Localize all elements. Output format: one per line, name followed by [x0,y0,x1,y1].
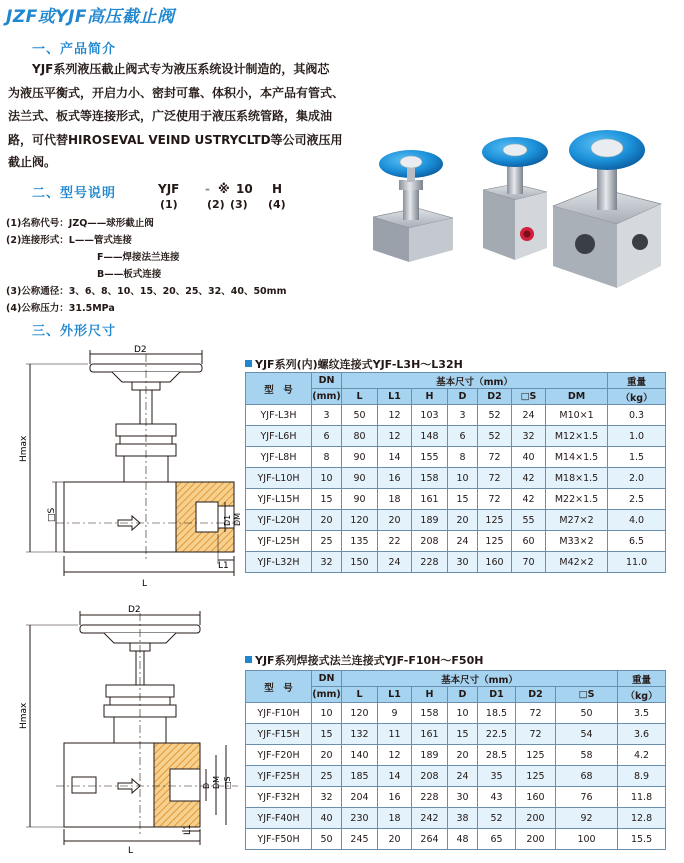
table-cell: 30 [448,552,478,573]
table-cell: 15 [448,724,478,745]
table-cell: 72 [516,703,556,724]
model-desc-line: (1)名称代号：JZQ——球形截止阀 [6,218,154,229]
table-cell: 148 [412,426,448,447]
table-cell: 28.5 [478,745,516,766]
table-cell: 185 [342,766,378,787]
model-code-part: H [272,182,283,196]
col-header: D1 [478,687,516,703]
bullet-square-icon [245,360,252,367]
product-photo [355,122,677,292]
table-cell: 16 [378,468,412,489]
table-cell: 12 [378,745,412,766]
table-cell: 2.5 [608,489,666,510]
table-cell: 24 [378,552,412,573]
table-cell: 0.3 [608,405,666,426]
table-cell: 12 [378,405,412,426]
col-header-basic-dims: 基本尺寸（mm） [342,373,608,389]
model-desc-line: (3)公称通径：3、6、8、10、15、20、25、32、40、50mm [6,286,287,297]
spec-table-flange [245,670,666,850]
col-header: H [412,389,448,405]
table-cell: 68 [556,766,618,787]
dim-label-hmax: Hmax [19,435,29,462]
dim-label-l: L [142,579,148,589]
dim-label-l: L [128,846,134,856]
table-cell: 16 [378,787,412,808]
table-cell: 204 [342,787,378,808]
table-cell: 42 [512,489,546,510]
table-cell: 189 [412,745,448,766]
table-row [246,531,666,552]
table-cell: 20 [312,510,342,531]
table-cell: 120 [342,703,378,724]
table-cell: 160 [478,552,512,573]
table-cell: 135 [342,531,378,552]
dim-label-dm: DM [212,775,221,789]
table-cell: 200 [516,829,556,850]
table-cell: 11.8 [618,787,666,808]
col-header-model: 型 号 [246,671,312,703]
col-header-basic-dims: 基本尺寸（mm） [342,671,618,687]
table-cell: 72 [478,447,512,468]
table-cell: M18×1.5 [546,468,608,489]
table-cell: 158 [412,703,448,724]
dim-label-hmax: Hmax [19,702,29,729]
table-cell: 58 [556,745,618,766]
dimension-drawing-flange [20,605,240,855]
table-cell: 40 [312,808,342,829]
table-cell: 3 [312,405,342,426]
table-row [246,724,666,745]
valve-photo-small [373,150,453,262]
table-cell: M14×1.5 [546,447,608,468]
table-cell: 52 [478,426,512,447]
table-cell: 40 [512,447,546,468]
table-cell: M12×1.5 [546,426,608,447]
col-header-weight: 重量 [618,671,666,687]
table-row [246,703,666,724]
table-cell: 3.5 [618,703,666,724]
table-cell: 140 [342,745,378,766]
table-cell: 10 [312,703,342,724]
model-cell: YJF-L8H [246,447,312,468]
table2-title: YJF系列焊接式法兰连接式YJF-F10H～F50H [245,652,483,668]
table-cell: 120 [342,510,378,531]
table-cell: 76 [556,787,618,808]
table-cell: 12 [378,426,412,447]
table-cell: 43 [478,787,516,808]
dim-label-dm: DM [233,512,242,526]
table-cell: 6 [448,426,478,447]
dim-label-d1: D1 [223,514,232,526]
table-cell: 72 [478,489,512,510]
table-cell: M10×1 [546,405,608,426]
table-row [246,489,666,510]
dim-label-d2: D2 [128,605,141,615]
table1-title: YJF系列(内)螺纹连接式YJF-L3H～L32H [245,356,463,372]
model-cell: YJF-F25H [246,766,312,787]
table-cell: 80 [342,426,378,447]
table-cell: 18 [378,808,412,829]
table-cell: 228 [412,787,448,808]
table-row [246,766,666,787]
table-row [246,426,666,447]
table-cell: 54 [556,724,618,745]
model-cell: YJF-L10H [246,468,312,489]
table-cell: 22.5 [478,724,516,745]
table-cell: 18 [378,489,412,510]
valve-photo-large [553,130,661,288]
model-code-index: (1) [160,198,178,211]
table-cell: 125 [516,745,556,766]
table-cell: 1.5 [608,447,666,468]
model-desc-line: B——板式连接 [97,269,162,280]
table-cell: 158 [412,468,448,489]
col-header-dn-unit: (mm) [312,389,342,405]
table-cell: 20 [312,745,342,766]
model-code-part: YJF [158,182,180,196]
table-cell: 15 [312,489,342,510]
table-cell: 42 [512,468,546,489]
section-model-heading: 二、型号说明 [32,186,117,201]
table-cell: 90 [342,489,378,510]
table-cell: 6.5 [608,531,666,552]
table-cell: 50 [342,405,378,426]
section-dims-heading: 三、外形尺寸 [32,324,117,339]
table-cell: 48 [448,829,478,850]
dim-label-s: □S [47,507,57,522]
model-desc-line: (2)连接形式：L——管式连接 [6,235,132,246]
table-cell: 4.0 [608,510,666,531]
table-cell: 125 [516,766,556,787]
dim-label-s: □S [223,776,232,789]
table-cell: 14 [378,447,412,468]
table-cell: 35 [478,766,516,787]
intro-line: 路，可代替HIROSEVAL VEIND USTRYCLTD等公司液压用 [8,133,343,147]
table-cell: 8 [312,447,342,468]
table-cell: 55 [512,510,546,531]
table-cell: 189 [412,510,448,531]
model-cell: YJF-L20H [246,510,312,531]
table-row [246,510,666,531]
table-cell: 208 [412,766,448,787]
table-cell: 160 [516,787,556,808]
model-cell: YJF-F32H [246,787,312,808]
table-cell: 9 [378,703,412,724]
model-code-part: ※ [218,182,230,196]
col-header: H [412,687,448,703]
model-cell: YJF-L32H [246,552,312,573]
col-header: □S [556,687,618,703]
table-cell: 12.8 [618,808,666,829]
table-cell: 228 [412,552,448,573]
table-cell: 24 [512,405,546,426]
table-cell: 4.2 [618,745,666,766]
table-cell: 50 [556,703,618,724]
table-cell: 20 [448,745,478,766]
model-code-index: (3) [230,198,248,211]
table-cell: 90 [342,468,378,489]
table-cell: 1.0 [608,426,666,447]
table-cell: 242 [412,808,448,829]
table-row [246,745,666,766]
table-cell: 245 [342,829,378,850]
table-cell: M42×2 [546,552,608,573]
col-header: DM [546,389,608,405]
table-cell: 15 [448,489,478,510]
table-cell: 103 [412,405,448,426]
intro-line: YJF系列液压截止阀式专为液压系统设计制造的，其阀芯 [32,62,330,76]
section-intro-heading: 一、产品简介 [32,42,117,57]
table-cell: 230 [342,808,378,829]
table-cell: 52 [478,808,516,829]
table-cell: 20 [448,510,478,531]
intro-line: 为液压平衡式，开启力小、密封可靠、体积小，本产品有管式、 [8,86,345,100]
dim-label-l1: L1 [218,561,229,571]
model-code-part: - [205,182,210,196]
table-cell: 60 [512,531,546,552]
model-cell: YJF-F50H [246,829,312,850]
table-cell: 90 [342,447,378,468]
model-cell: YJF-L15H [246,489,312,510]
col-header: L [342,687,378,703]
table-cell: 20 [378,510,412,531]
table-cell: 32 [512,426,546,447]
table-cell: M22×1.5 [546,489,608,510]
col-header-dn: DN [312,671,342,687]
table-cell: 70 [512,552,546,573]
col-header: L1 [378,389,412,405]
table-cell: 32 [312,552,342,573]
table-cell: 6 [312,426,342,447]
col-header-weight: 重量 [608,373,666,389]
table-cell: 15.5 [618,829,666,850]
col-header: D [448,389,478,405]
col-header-weight-unit: （kg） [608,389,666,405]
table-row [246,808,666,829]
table-cell: 10 [448,468,478,489]
table-cell: 132 [342,724,378,745]
table-cell: 8.9 [618,766,666,787]
intro-line: 截止阀。 [8,155,57,169]
page-title: JZF或YJF高压截止阀 [6,7,175,27]
model-cell: YJF-L25H [246,531,312,552]
col-header-dn: DN [312,373,342,389]
model-desc-line: (4)公称压力：31.5MPa [6,303,115,314]
col-header-model: 型 号 [246,373,312,405]
dim-label-d: D [202,782,211,789]
table-cell: 125 [478,531,512,552]
table-cell: 264 [412,829,448,850]
table-cell: 30 [448,787,478,808]
spec-table-threaded [245,372,666,573]
table-cell: 25 [312,531,342,552]
table-cell: 15 [312,724,342,745]
table-row [246,787,666,808]
table-cell: 208 [412,531,448,552]
col-header: D2 [516,687,556,703]
col-header: L [342,389,378,405]
table-cell: 24 [448,766,478,787]
bullet-square-icon [245,656,252,663]
table-cell: 25 [312,766,342,787]
model-code-index: (4) [268,198,286,211]
valve-photo-medium [482,137,548,260]
col-header: L1 [378,687,412,703]
table-cell: 150 [342,552,378,573]
table-cell: 125 [478,510,512,531]
col-header: D2 [478,389,512,405]
model-code-part: 10 [236,182,253,196]
table-row [246,552,666,573]
table-cell: 155 [412,447,448,468]
table-cell: 161 [412,489,448,510]
table-cell: 24 [448,531,478,552]
table-cell: 10 [312,468,342,489]
table-cell: 3.6 [618,724,666,745]
model-cell: YJF-F15H [246,724,312,745]
col-header-weight-unit: （kg） [618,687,666,703]
table-cell: 20 [378,829,412,850]
intro-line: 法兰式、板式等连接形式，广泛使用于液压系统管路，集成油 [8,109,333,123]
table-cell: 200 [516,808,556,829]
model-cell: YJF-F20H [246,745,312,766]
model-code-index: (2) [207,198,225,211]
table-cell: 52 [478,405,512,426]
table-cell: 14 [378,766,412,787]
table-cell: 11.0 [608,552,666,573]
table-cell: 22 [378,531,412,552]
table-cell: 65 [478,829,516,850]
table-row [246,468,666,489]
table-cell: 8 [448,447,478,468]
model-cell: YJF-L6H [246,426,312,447]
dim-label-l1: L1 [183,824,193,835]
table-cell: 92 [556,808,618,829]
table-cell: 72 [516,724,556,745]
table-cell: 18.5 [478,703,516,724]
col-header-dn-unit: (mm) [312,687,342,703]
table-row [246,447,666,468]
table-cell: 38 [448,808,478,829]
table-cell: 100 [556,829,618,850]
table-cell: 11 [378,724,412,745]
table-cell: 72 [478,468,512,489]
model-cell: YJF-L3H [246,405,312,426]
model-cell: YJF-F40H [246,808,312,829]
table-cell: 2.0 [608,468,666,489]
table-cell: M33×2 [546,531,608,552]
table-cell: 10 [448,703,478,724]
model-cell: YJF-F10H [246,703,312,724]
table-row [246,405,666,426]
table-cell: 50 [312,829,342,850]
table-cell: M27×2 [546,510,608,531]
table-row [246,829,666,850]
dim-label-d2: D2 [134,345,147,355]
col-header: D [448,687,478,703]
model-desc-line: F——焊接法兰连接 [97,252,180,263]
table-cell: 3 [448,405,478,426]
table-cell: 32 [312,787,342,808]
table-cell: 161 [412,724,448,745]
dimension-drawing-threaded [20,346,240,594]
col-header: □S [512,389,546,405]
